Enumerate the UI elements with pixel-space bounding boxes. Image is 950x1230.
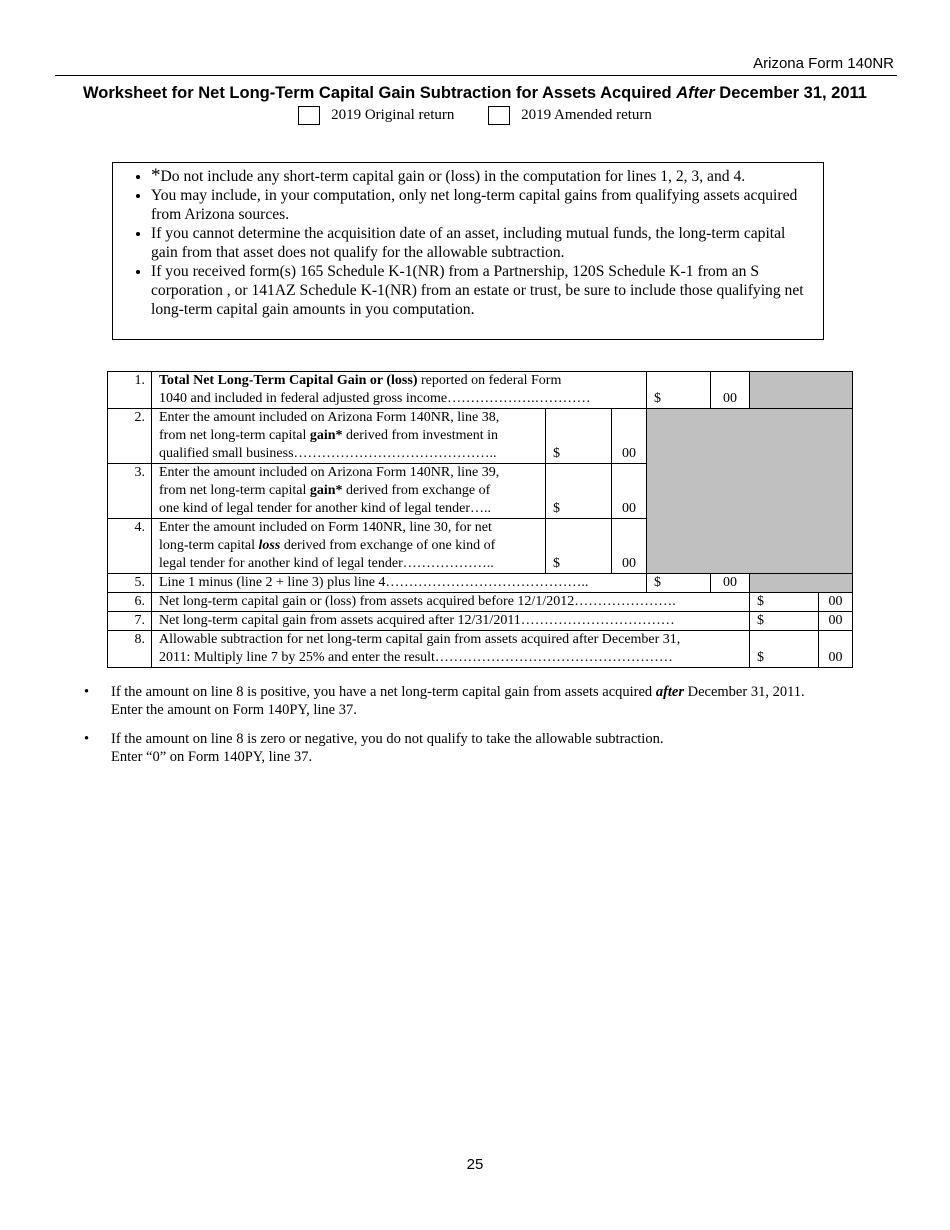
bullet-dot: • xyxy=(84,684,90,700)
result-note-negative xyxy=(84,730,874,766)
line-8-cents[interactable]: 00 xyxy=(819,631,853,668)
line-8-text-a: Allowable subtraction for net long-term capital gain from assets acquired after December 31, xyxy=(159,632,681,647)
line-1-amount-input[interactable] xyxy=(647,372,711,409)
line-8-label xyxy=(152,631,750,668)
dollar-sign: $ xyxy=(553,446,560,461)
instruction-item xyxy=(151,186,805,224)
line-7-amount-input[interactable] xyxy=(750,612,819,631)
line-7-cents[interactable]: 00 xyxy=(819,612,853,631)
line-3-text-b: from net long-term capital xyxy=(159,483,310,498)
line-8-amount-input[interactable] xyxy=(750,631,819,668)
header-divider xyxy=(55,75,897,76)
line-3-amount-input[interactable] xyxy=(546,464,612,519)
original-return-label: 2019 Original return xyxy=(331,107,455,123)
line-4-amount-input[interactable] xyxy=(546,519,612,574)
line-4-text-c: derived from exchange of one kind of xyxy=(280,538,496,553)
line-5-row xyxy=(108,574,853,593)
line-5-cents[interactable]: 00 xyxy=(711,574,750,593)
dollar-sign: $ xyxy=(757,594,764,609)
line-2-text-b: from net long-term capital xyxy=(159,428,310,443)
note-line-2: Enter “0” on Form 140PY, line 37. xyxy=(111,749,313,765)
line-5-label: Line 1 minus (line 2 + line 3) plus line 4…………………………………….. xyxy=(152,574,647,593)
line-number: 7. xyxy=(108,612,152,631)
worksheet-title xyxy=(0,84,950,103)
amended-return-checkbox[interactable] xyxy=(488,106,510,125)
result-note-positive xyxy=(84,683,874,719)
line-3-cents[interactable]: 00 xyxy=(612,464,647,519)
line-3-text-a: Enter the amount included on Arizona Form 140NR, line 39, xyxy=(159,465,500,480)
line-2-amount-input[interactable] xyxy=(546,409,612,464)
dollar-sign: $ xyxy=(757,613,764,628)
asterisk-mark: * xyxy=(151,165,161,186)
line-7-label: Net long-term capital gain from assets acquired after 12/31/2011…………………………… xyxy=(152,612,750,631)
original-return-checkbox[interactable] xyxy=(298,106,320,125)
line-4-text-d: legal tender for another kind of legal tender……………….. xyxy=(159,556,494,571)
instruction-text: Do not include any short-term capital gain or (loss) in the computation for lines 1, 2, 3, and 4. xyxy=(160,168,746,185)
line-5-amount-input[interactable] xyxy=(647,574,711,593)
line-3-text-d: one kind of legal tender for another kind of legal tender….. xyxy=(159,501,491,516)
dollar-sign: $ xyxy=(553,501,560,516)
result-note-text xyxy=(111,730,874,766)
amended-return-label: 2019 Amended return xyxy=(521,107,652,123)
line-2-text-a: Enter the amount included on Arizona Form 140NR, line 38, xyxy=(159,410,500,425)
shaded-cell xyxy=(647,409,853,574)
line-number: 2. xyxy=(108,409,152,464)
title-part2: December 31, 2011 xyxy=(714,84,867,102)
dollar-sign: $ xyxy=(757,650,764,665)
line-number: 6. xyxy=(108,593,152,612)
title-part1: Worksheet for Net Long-Term Capital Gain Subtraction for Assets Acquired xyxy=(83,84,677,102)
page-number: 25 xyxy=(466,1156,484,1173)
line-4-text-b: long-term capital xyxy=(159,538,259,553)
line-6-amount-input[interactable] xyxy=(750,593,819,612)
dollar-sign: $ xyxy=(553,556,560,571)
line-2-label xyxy=(152,409,546,464)
instruction-item xyxy=(151,262,805,319)
return-type-row xyxy=(0,106,950,125)
line-2-text-d: qualified small business…………………………………….. xyxy=(159,446,497,461)
dollar-sign: $ xyxy=(654,575,661,590)
line-2-cents[interactable]: 00 xyxy=(612,409,647,464)
line-7-row xyxy=(108,612,853,631)
line-3-label xyxy=(152,464,546,519)
line-2-row xyxy=(108,409,853,464)
line-1-text-b: 1040 and included in federal adjusted gross income……………….………… xyxy=(159,391,591,406)
amended-return-option[interactable] xyxy=(488,106,652,125)
line-3-text-c: derived from exchange of xyxy=(342,483,491,498)
instruction-item xyxy=(151,224,805,262)
worksheet-table xyxy=(107,371,853,668)
line-6-cents[interactable]: 00 xyxy=(819,593,853,612)
line-6-label: Net long-term capital gain or (loss) from assets acquired before 12/1/2012…………………. xyxy=(152,593,750,612)
line-1-row xyxy=(108,372,853,409)
note-text-a: If the amount on line 8 is zero or negative, you do not qualify to take the allowable subtraction. xyxy=(111,731,664,747)
shaded-cell xyxy=(750,574,853,593)
note-emphasis: after xyxy=(655,684,684,700)
line-4-cents[interactable]: 00 xyxy=(612,519,647,574)
line-1-label xyxy=(152,372,647,409)
note-text-a: If the amount on line 8 is positive, you have a net long-term capital gain from assets acquired xyxy=(111,684,656,700)
note-line-2: Enter the amount on Form 140PY, line 37. xyxy=(111,702,357,718)
line-number: 3. xyxy=(108,464,152,519)
line-2-bold: gain* xyxy=(309,428,343,443)
line-8-row xyxy=(108,631,853,668)
line-2-text-c: derived from investment in xyxy=(342,428,499,443)
line-4-text-a: Enter the amount included on Form 140NR, line 30, for net xyxy=(159,520,492,535)
line-number: 5. xyxy=(108,574,152,593)
result-note-text xyxy=(111,683,874,719)
line-3-bold: gain* xyxy=(309,483,343,498)
line-4-label xyxy=(152,519,546,574)
instruction-text: You may include, in your computation, only net long-term capital gains from qualifying assets acquired from Arizona sources. xyxy=(151,187,798,223)
bullet-dot: • xyxy=(84,731,90,747)
shaded-cell xyxy=(750,372,853,409)
line-number: 4. xyxy=(108,519,152,574)
line-6-row xyxy=(108,593,853,612)
dollar-sign: $ xyxy=(654,391,661,406)
title-italic: After xyxy=(676,84,715,102)
instruction-text: If you received form(s) 165 Schedule K-1(NR) from a Partnership, 120S Schedule K-1 from an S corporation , or 141AZ Schedule K-1(NR) from an estate or trust, be sure to include those qualifying net long-term capital gain amounts in you computation. xyxy=(151,263,804,318)
line-number: 1. xyxy=(108,372,152,409)
line-4-bold-italic: loss xyxy=(258,538,281,553)
line-number: 8. xyxy=(108,631,152,668)
original-return-option[interactable] xyxy=(298,106,454,125)
instructions-box xyxy=(112,162,824,340)
instruction-item xyxy=(151,167,805,186)
instructions-list xyxy=(113,163,823,319)
instruction-text: If you cannot determine the acquisition date of an asset, including mutual funds, the long-term capital gain from that asset does not qualify for the allowable subtraction. xyxy=(151,225,786,261)
line-1-bold: Total Net Long-Term Capital Gain or (loss) xyxy=(159,373,418,388)
line-1-cents[interactable]: 00 xyxy=(711,372,750,409)
form-name: Arizona Form 140NR xyxy=(753,55,894,72)
line-8-text-b: 2011: Multiply line 7 by 25% and enter the result…………………………………………… xyxy=(159,650,673,665)
line-1-text-a: reported on federal Form xyxy=(417,373,562,388)
note-text-c: December 31, 2011. xyxy=(684,684,805,700)
